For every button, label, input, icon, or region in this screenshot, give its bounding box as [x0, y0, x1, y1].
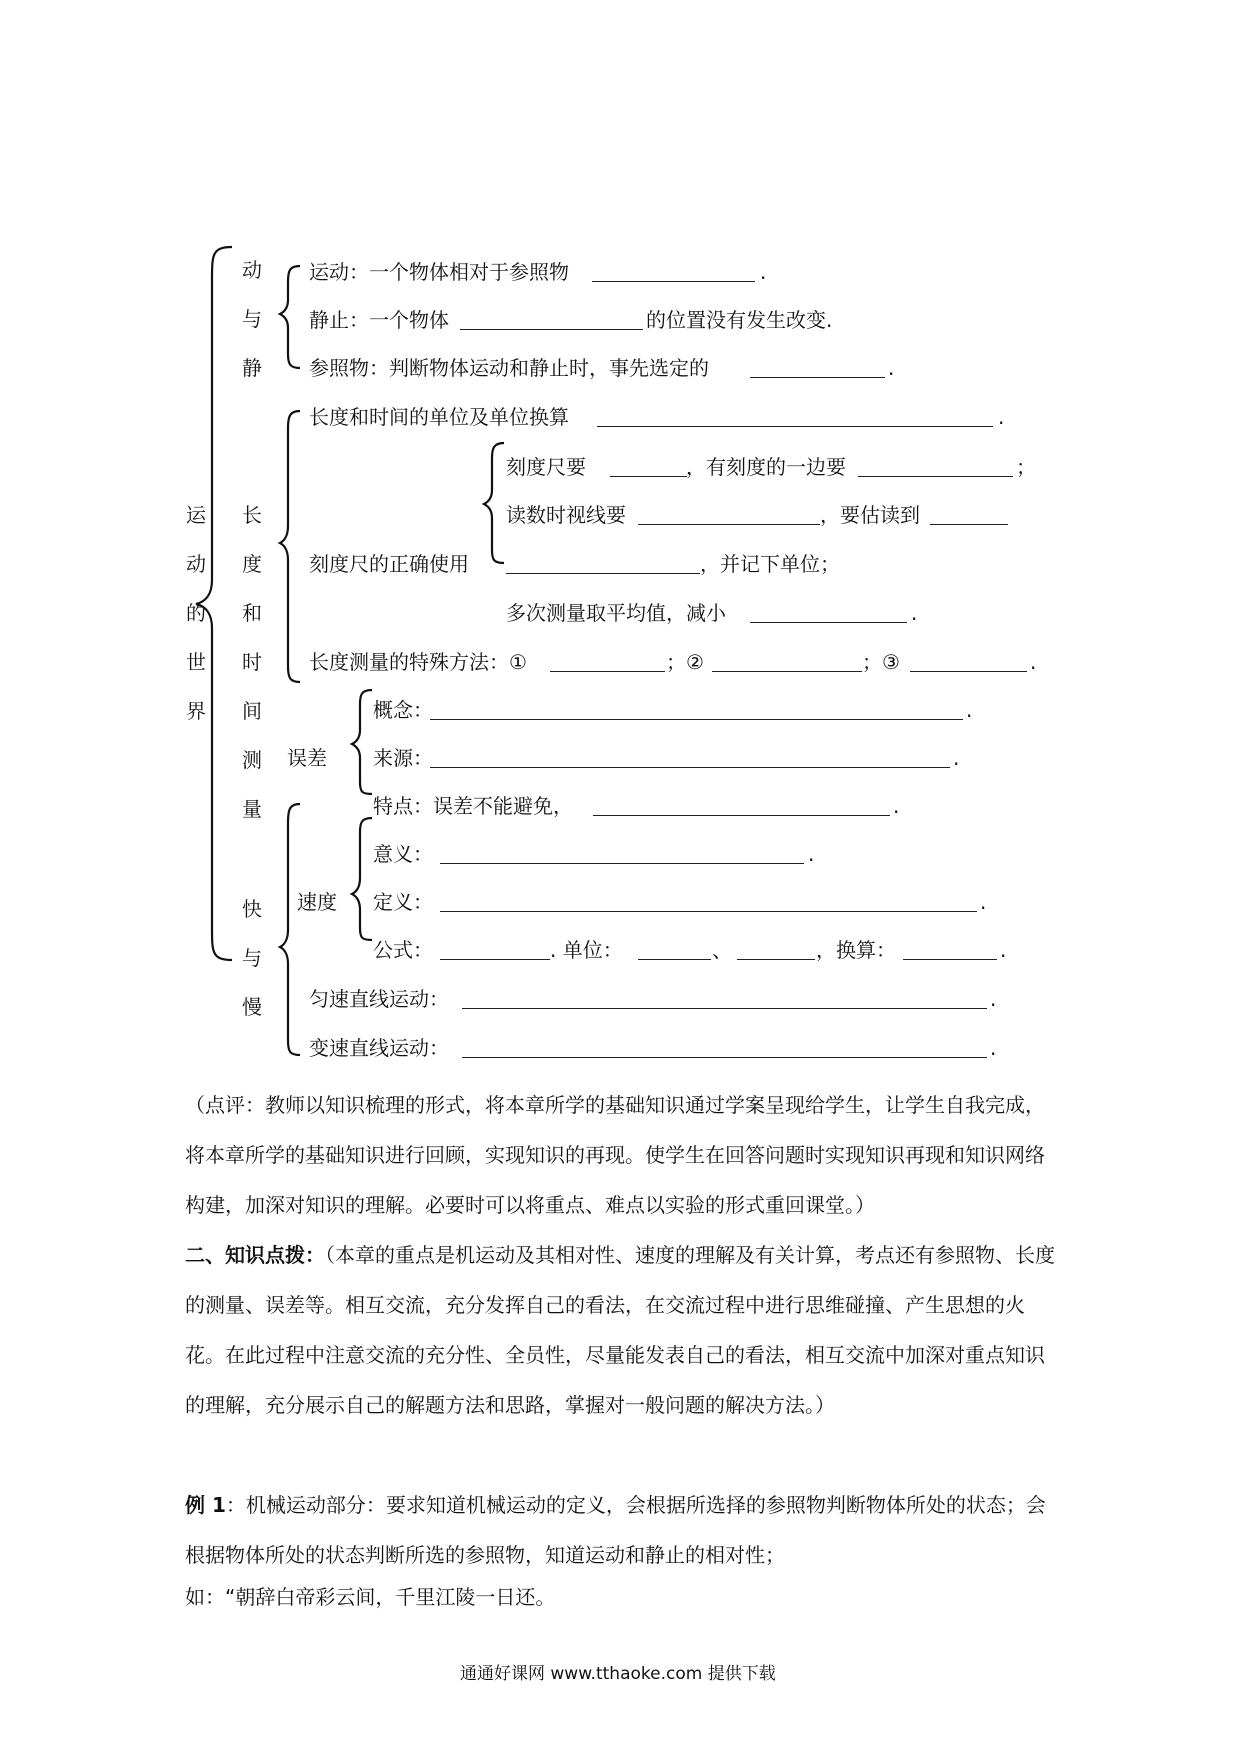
- ruler-rule-1: 刻度尺要: [506, 455, 586, 479]
- sec3-label: [240, 885, 264, 1032]
- separator: 、: [712, 938, 732, 962]
- speed-formula: 公式：: [373, 938, 433, 962]
- uniform-motion: 匀速直线运动：: [309, 987, 449, 1011]
- example-paragraph: [185, 1480, 1057, 1580]
- ruler-rule-2b: ，要估读到: [820, 503, 920, 527]
- sec1-char: 动: [242, 258, 262, 282]
- ruler-rule-2: 读数时视线要: [506, 503, 626, 527]
- sec2-brace: [280, 411, 300, 682]
- unit-conversion: 长度和时间的单位及单位换算: [309, 405, 569, 429]
- page-footer: 通通好课网 www.tthaoke.com 提供下载: [460, 1664, 776, 1684]
- sec1-char: 静: [242, 356, 262, 380]
- error-source: 来源：: [373, 746, 433, 770]
- blank: [910, 671, 1027, 672]
- ruler-usage-label: 刻度尺的正确使用: [309, 552, 469, 576]
- speed-meaning: 意义：: [373, 842, 433, 866]
- reference-definition: 参照物：判断物体运动和静止时，事先选定的: [309, 356, 709, 380]
- ruler-brace: [484, 443, 504, 563]
- error-brace: [352, 690, 372, 794]
- period: .: [1030, 650, 1037, 674]
- rest-definition: 静止：一个物体: [309, 308, 449, 332]
- period: .: [980, 890, 987, 914]
- motion-definition: 运动：一个物体相对于参照物: [309, 260, 569, 284]
- root-char: 运: [186, 503, 206, 527]
- blank: [550, 671, 665, 672]
- rest-definition-end: 的位置没有发生改变.: [646, 308, 833, 332]
- period: .: [966, 698, 973, 722]
- blank: [930, 524, 1008, 525]
- special-methods: 长度测量的特殊方法：①: [309, 650, 527, 674]
- blank: [462, 1008, 987, 1009]
- blank: [593, 815, 890, 816]
- error-concept: 概念：: [373, 698, 433, 722]
- sec1-label: [240, 246, 264, 393]
- blank: [460, 329, 643, 330]
- blank: [440, 959, 550, 960]
- sec3-char: 快: [242, 897, 262, 921]
- blank: [737, 959, 815, 960]
- error-feature: 特点：误差不能避免，: [373, 794, 573, 818]
- period: .: [1000, 938, 1007, 962]
- section-heading: 二、知识点拨：: [185, 1243, 325, 1267]
- section-text: （本章的重点是机运动及其相对性、速度的理解及有关计算，考点还有参照物、长度的测量、误差等。相互交流，充分发挥自己的看法，在交流过程中进行思维碰撞、产生思想的火花。在此过程中注意交流的充分性、全员性，尽量能发表自己的看法，相互交流中加深对重点知识的理解，充分展示自己的解题方法和思路，掌握对一般问题的解决方法。）: [185, 1243, 1055, 1417]
- period: .: [893, 794, 900, 818]
- blank: [440, 863, 804, 864]
- period: .: [888, 356, 895, 380]
- blank: [610, 476, 687, 477]
- semicolon: ；: [1016, 455, 1036, 479]
- blank: [430, 719, 963, 720]
- section-two-paragraph: [185, 1230, 1057, 1430]
- blank: [750, 622, 907, 623]
- root-char: 界: [186, 699, 206, 723]
- sec2-label: [240, 491, 264, 834]
- special-method-2: ；②: [666, 650, 704, 674]
- blank: [440, 911, 977, 912]
- special-method-3: ；③: [862, 650, 900, 674]
- blank: [638, 959, 711, 960]
- period: .: [953, 746, 960, 770]
- sec3-char: 与: [242, 946, 262, 970]
- error-label: 误差: [287, 746, 327, 770]
- sec3-brace: [280, 804, 300, 1055]
- average-rule: 多次测量取平均值，减小: [506, 601, 726, 625]
- speed-unit-label: . 单位：: [550, 938, 623, 962]
- period: .: [760, 260, 767, 284]
- blank: [506, 573, 700, 574]
- period: .: [808, 842, 815, 866]
- speed-conversion-label: ，换算：: [816, 938, 896, 962]
- period: .: [990, 987, 997, 1011]
- blank: [462, 1057, 987, 1058]
- speed-label: 速度: [297, 890, 337, 914]
- example-text: ：机械运动部分：要求知道机械运动的定义，会根据所选择的参照物判断物体所处的状态；会根据物体所处的状态判断所选的参照物，知道运动和静止的相对性；: [185, 1493, 1046, 1567]
- root-char: 动: [186, 552, 206, 576]
- sec3-char: 慢: [242, 995, 262, 1019]
- blank: [638, 524, 820, 525]
- sec2-char: 测: [242, 748, 262, 772]
- sec2-char: 量: [242, 797, 262, 821]
- poem-quote: 如：“朝辞白帝彩云间，千里江陵一日还。: [185, 1585, 556, 1609]
- blank: [903, 959, 997, 960]
- root-char: 的: [186, 601, 206, 625]
- blank: [597, 426, 993, 427]
- period: .: [998, 405, 1005, 429]
- sec2-char: 度: [242, 552, 262, 576]
- example-label: 例 1: [185, 1493, 226, 1517]
- blank: [430, 767, 950, 768]
- period: .: [911, 601, 918, 625]
- sec1-brace: [280, 266, 300, 368]
- variable-motion: 变速直线运动：: [309, 1036, 449, 1060]
- root-label: [184, 491, 208, 736]
- blank: [858, 476, 1013, 477]
- sec1-char: 与: [242, 307, 262, 331]
- speed-brace: [352, 818, 372, 940]
- blank: [592, 281, 755, 282]
- blank: [712, 671, 862, 672]
- ruler-rule-1b: ，有刻度的一边要: [686, 455, 846, 479]
- root-char: 世: [186, 650, 206, 674]
- sec2-char: 间: [242, 699, 262, 723]
- period: .: [990, 1036, 997, 1060]
- comment-paragraph: （点评：教师以知识梳理的形式，将本章所学的基础知识通过学案呈现给学生，让学生自我完成，将本章所学的基础知识进行回顾，实现知识的再现。使学生在回答问题时实现知识再现和知识网络构建，加深对知识的理解。必要时可以将重点、难点以实验的形式重回课堂。）: [185, 1093, 1045, 1217]
- blank: [750, 377, 885, 378]
- sec2-char: 时: [242, 650, 262, 674]
- speed-definition: 定义：: [373, 890, 433, 914]
- sec2-char: 和: [242, 601, 262, 625]
- sec2-char: 长: [242, 503, 262, 527]
- ruler-rule-3: ，并记下单位；: [700, 552, 840, 576]
